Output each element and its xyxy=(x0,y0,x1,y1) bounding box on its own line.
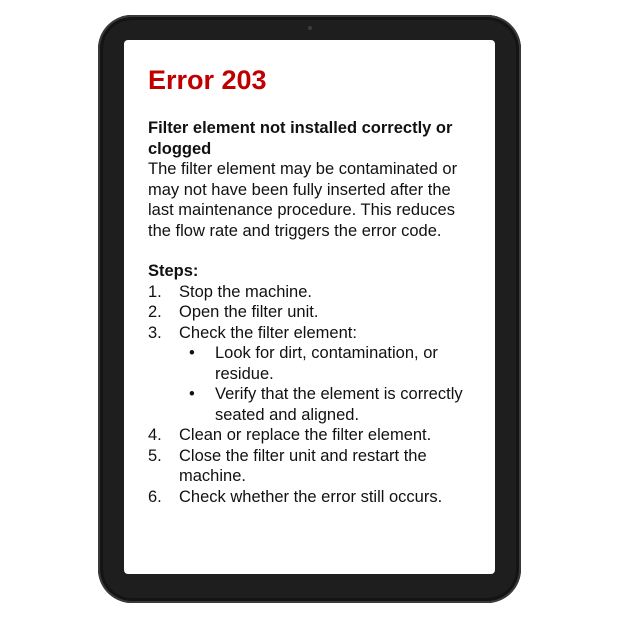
bullet-icon: • xyxy=(189,385,195,403)
steps-heading: Steps: xyxy=(148,262,199,280)
list-item xyxy=(148,282,475,303)
error-subtitle: Filter element not installed correctly or clogged xyxy=(148,119,453,158)
list-item xyxy=(148,425,475,446)
step-number: 4. xyxy=(148,426,162,444)
tablet-screen xyxy=(124,40,495,574)
error-title: Error 203 xyxy=(148,65,267,95)
step-text: Open the filter unit. xyxy=(179,303,319,321)
step-text: Check whether the error still occurs. xyxy=(179,487,443,506)
step-text: Stop the machine. xyxy=(179,282,312,301)
camera-icon xyxy=(308,26,312,30)
step-text: Clean or replace the filter element. xyxy=(179,426,432,444)
sub-step-text: Verify that the element is correctly seated and aligned. xyxy=(215,385,463,424)
sub-step-text: Look for dirt, contamination, or residue. xyxy=(215,344,438,383)
list-item xyxy=(148,487,475,508)
list-item xyxy=(148,323,475,426)
list-item xyxy=(179,384,475,425)
list-item xyxy=(179,343,475,384)
error-description: The filter element may be contaminated or may not have been fully inserted after the last maintenance procedure. This reduces the flow rate and triggers the error code. xyxy=(148,160,458,240)
list-item xyxy=(148,446,475,487)
step-number: 1. xyxy=(148,282,162,301)
step-text: Check the filter element: xyxy=(179,323,357,342)
step-text: Close the filter unit and restart the machine. xyxy=(179,446,427,485)
step-number: 6. xyxy=(148,487,162,506)
step-number: 2. xyxy=(148,303,162,321)
steps-list xyxy=(148,282,475,508)
step-number: 3. xyxy=(148,323,162,342)
step-number: 5. xyxy=(148,446,162,465)
sub-steps-list xyxy=(179,343,475,425)
list-item xyxy=(148,302,475,323)
bullet-icon: • xyxy=(189,344,195,362)
